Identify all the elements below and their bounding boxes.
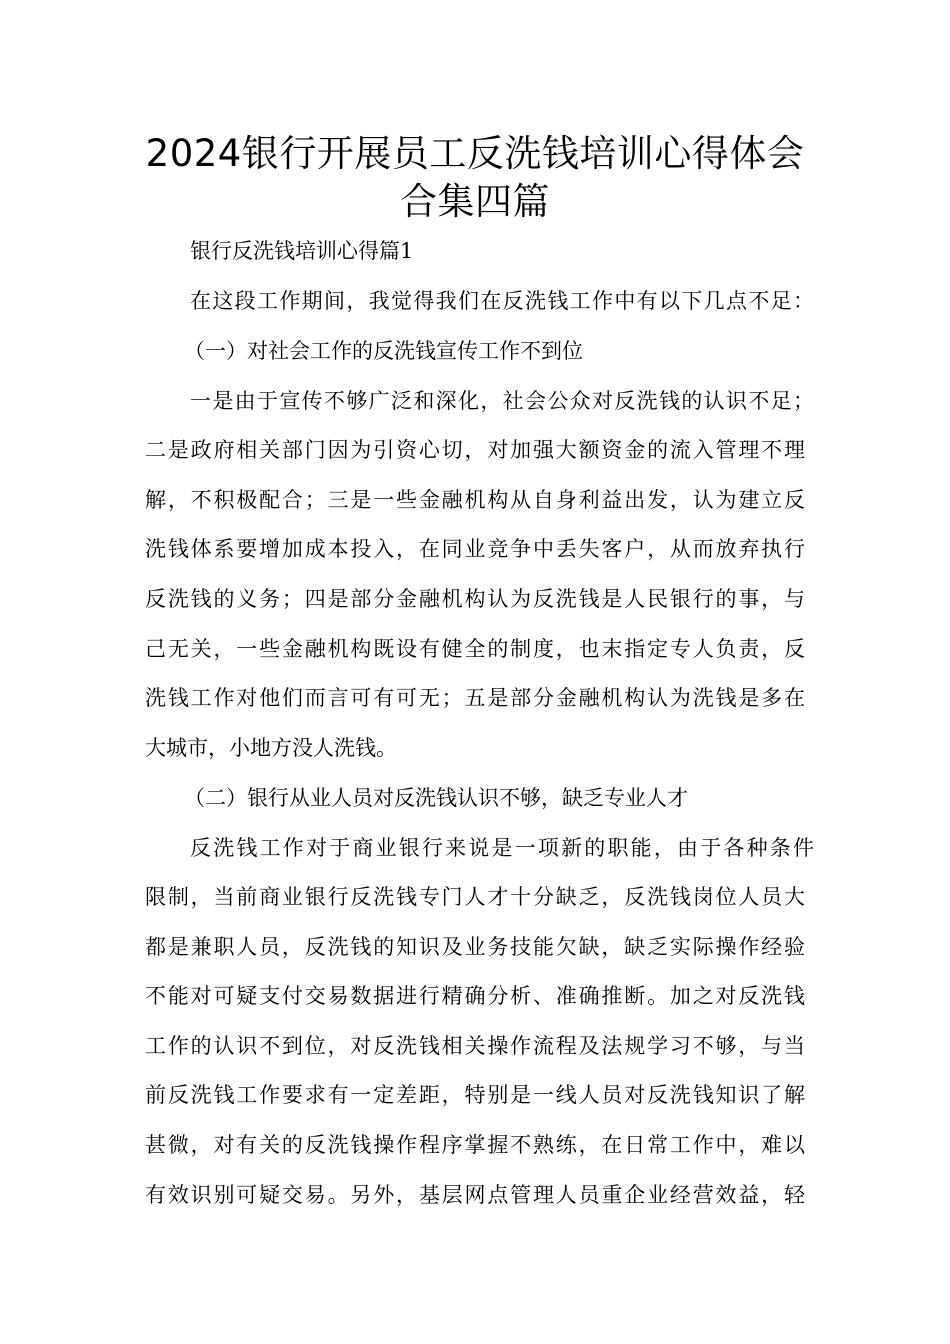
paragraph-line: 反洗钱工作对于商业银行来说是一项新的职能，由于各种条件 <box>190 836 814 860</box>
document-title-line-1: 2024银行开展员工反洗钱培训心得体会 <box>145 132 805 175</box>
paragraph-line: 大城市，小地方没人洗钱。 <box>145 736 397 760</box>
paragraph-line: 限制，当前商业银行反洗钱专门人才十分缺乏，反洗钱岗位人员大 <box>145 885 805 909</box>
subsection-heading-2: （二）银行从业人员对反洗钱认识不够，缺乏专业人才 <box>184 786 688 810</box>
paragraph-line: 解，不积极配合；三是一些金融机构从自身利益出发，认为建立反 <box>145 488 805 512</box>
document-title-line-2: 合集四篇 <box>400 180 550 223</box>
section-heading: 银行反洗钱培训心得篇1 <box>190 239 414 263</box>
subsection-heading-1: （一）对社会工作的反洗钱宣传工作不到位 <box>184 339 583 363</box>
paragraph-line: 洗钱体系要增加成本投入，在同业竞争中丢失客户，从而放弃执行 <box>145 537 805 561</box>
paragraph-line: 二是政府相关部门因为引资心切，对加强大额资金的流入管理不理 <box>145 438 805 462</box>
paragraph-line: 前反洗钱工作要求有一定差距，特别是一线人员对反洗钱知识了解 <box>145 1083 805 1107</box>
paragraph-line: 都是兼职人员，反洗钱的知识及业务技能欠缺，缺乏实际操作经验 <box>145 935 805 959</box>
paragraph-line: 甚微，对有关的反洗钱操作程序掌握不熟练，在日常工作中，难以 <box>145 1133 805 1157</box>
paragraph-line: 不能对可疑支付交易数据进行精确分析、准确推断。加之对反洗钱 <box>145 984 805 1008</box>
paragraph-line: 工作的认识不到位，对反洗钱相关操作流程及法规学习不够，与当 <box>145 1034 805 1058</box>
paragraph-line: 洗钱工作对他们而言可有可无；五是部分金融机构认为洗钱是多在 <box>145 686 805 710</box>
paragraph-line: 反洗钱的义务；四是部分金融机构认为反洗钱是人民银行的事，与 <box>145 587 805 611</box>
paragraph-line: 一是由于宣传不够广泛和深化，社会公众对反洗钱的认识不足； <box>190 389 814 413</box>
paragraph-line: 己无关，一些金融机构既设有健全的制度，也末指定专人负责，反 <box>145 637 805 661</box>
paragraph-line: 有效识别可疑交易。另外，基层网点管理人员重企业经营效益，轻 <box>145 1183 805 1207</box>
paragraph-intro: 在这段工作期间，我觉得我们在反洗钱工作中有以下几点不足： <box>190 289 814 313</box>
